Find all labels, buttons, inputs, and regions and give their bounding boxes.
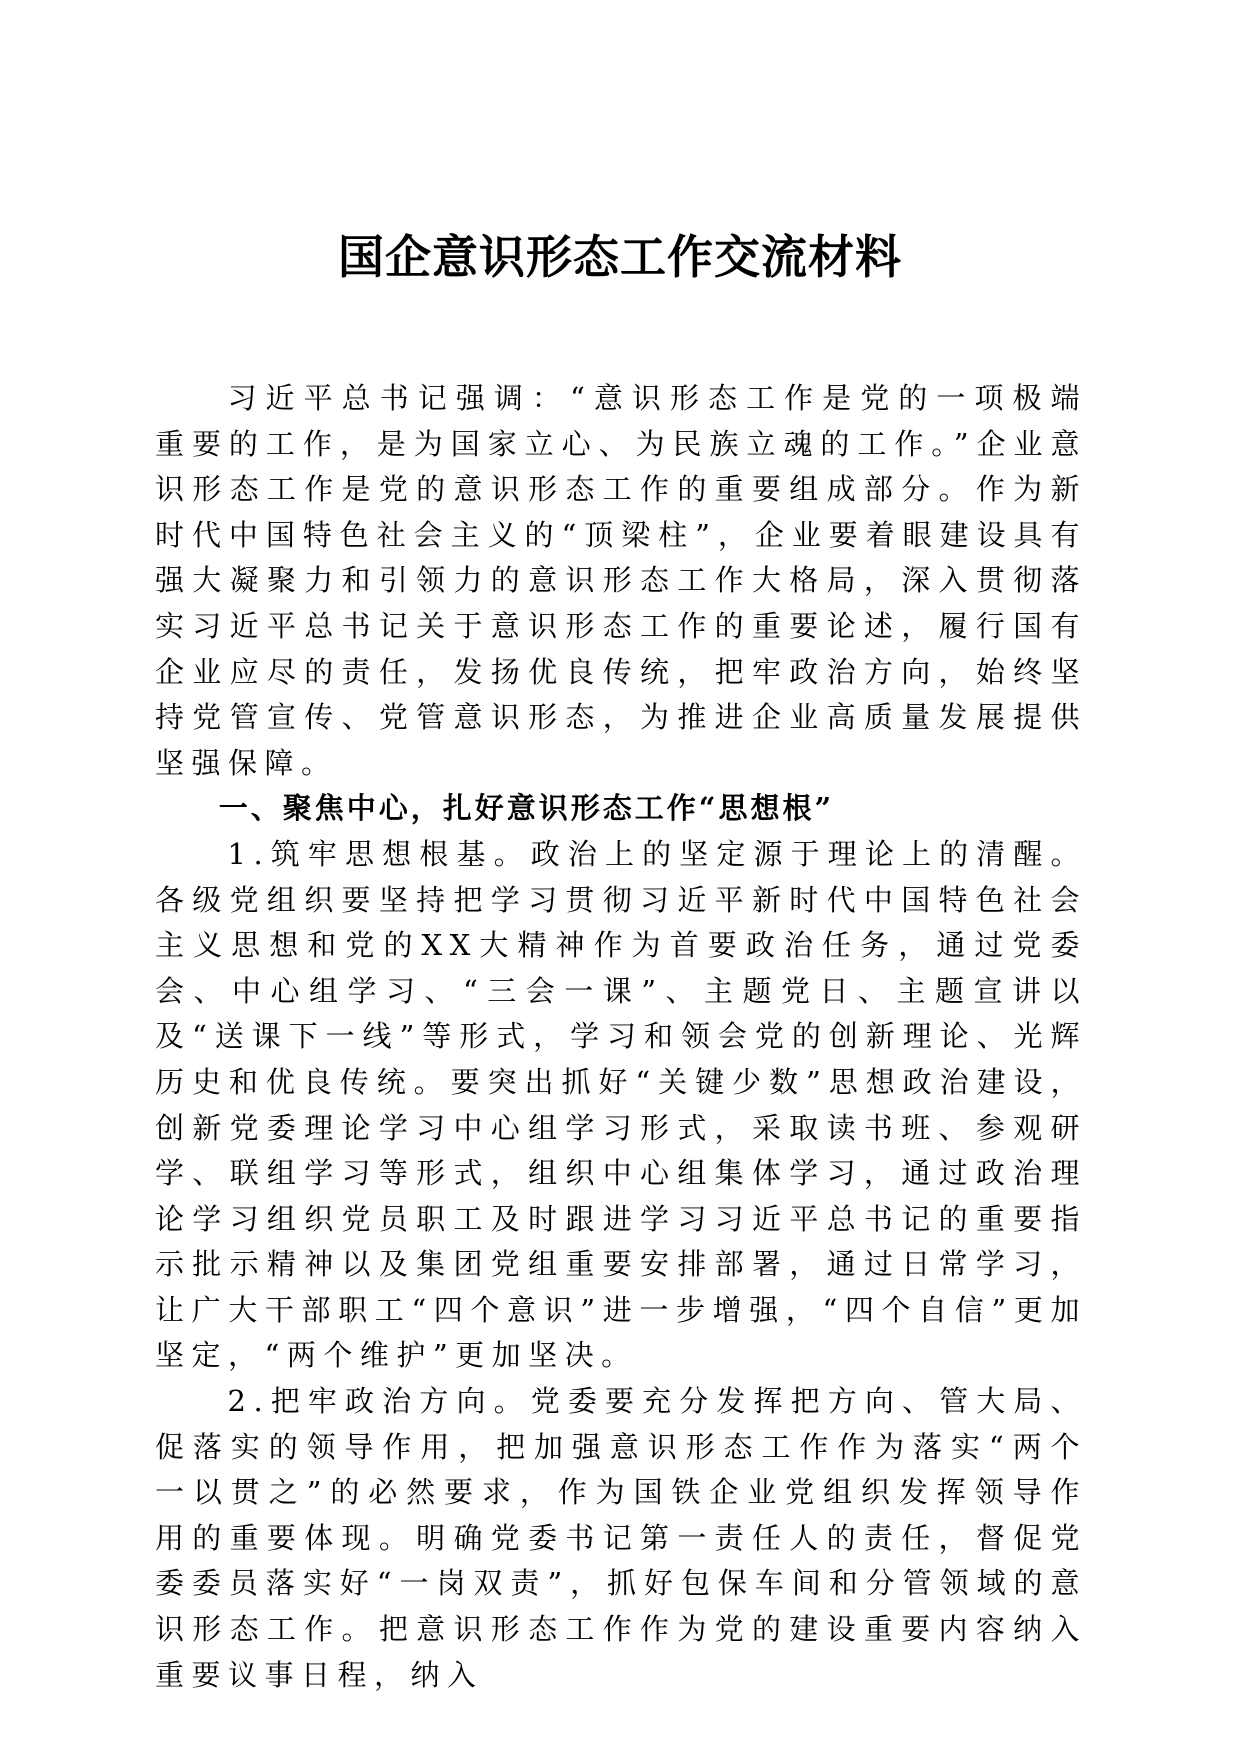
document-body <box>155 376 1087 1698</box>
section-heading: 一、聚焦中心，扎好意识形态工作“思想根” <box>218 791 835 826</box>
paragraph-1: 1.筑牢思想根基。政治上的坚定源于理论上的清醒。各级党组织要坚持把学习贯彻习近平新时代中国特色社会主义思想和党的XX大精神作为首要政治任务，通过党委会、中心组学习、“三会一课”、主题党日、主题宣讲以及“送课下一线”等形式，学习和领会党的创新理论、光辉历史和优良传统。要突出抓好“关键少数”思想政治建设，创新党委理论学习中心组学习形式，采取读书班、参观研学、联组学习等形式，组织中心组集体学习，通过政治理论学习组织党员职工及时跟进学习习近平总书记的重要指示批示精神以及集团党组重要安排部署，通过日常学习，让广大干部职工“四个意识”进一步增强，“四个自信”更加坚定，“两个维护”更加坚决。 <box>155 836 1087 1373</box>
intro-paragraph: 习近平总书记强调：“意识形态工作是党的一项极端重要的工作，是为国家立心、为民族立魂的工作。”企业意识形态工作是党的意识形态工作的重要组成部分。作为新时代中国特色社会主义的“顶梁柱”，企业要着眼建设具有强大凝聚力和引领力的意识形态工作大格局，深入贯彻落实习近平总书记关于意识形态工作的重要论述，履行国有企业应尽的责任，发扬优良传统，把牢政治方向，始终坚持党管宣传、党管意识形态，为推进企业高质量发展提供坚强保障。 <box>155 381 1087 780</box>
document-title: 国企意识形态工作交流材料 <box>338 230 902 284</box>
paragraph-2: 2.把牢政治方向。党委要充分发挥把方向、管大局、促落实的领导作用，把加强意识形态工作作为落实“两个一以贯之”的必然要求，作为国铁企业党组织发挥领导作用的重要体现。明确党委书记第一责任人的责任，督促党委委员落实好“一岗双责”，抓好包保车间和分管领域的意识形态工作。把意识形态工作作为党的建设重要内容纳入重要议事日程，纳入 <box>155 1384 1087 1692</box>
